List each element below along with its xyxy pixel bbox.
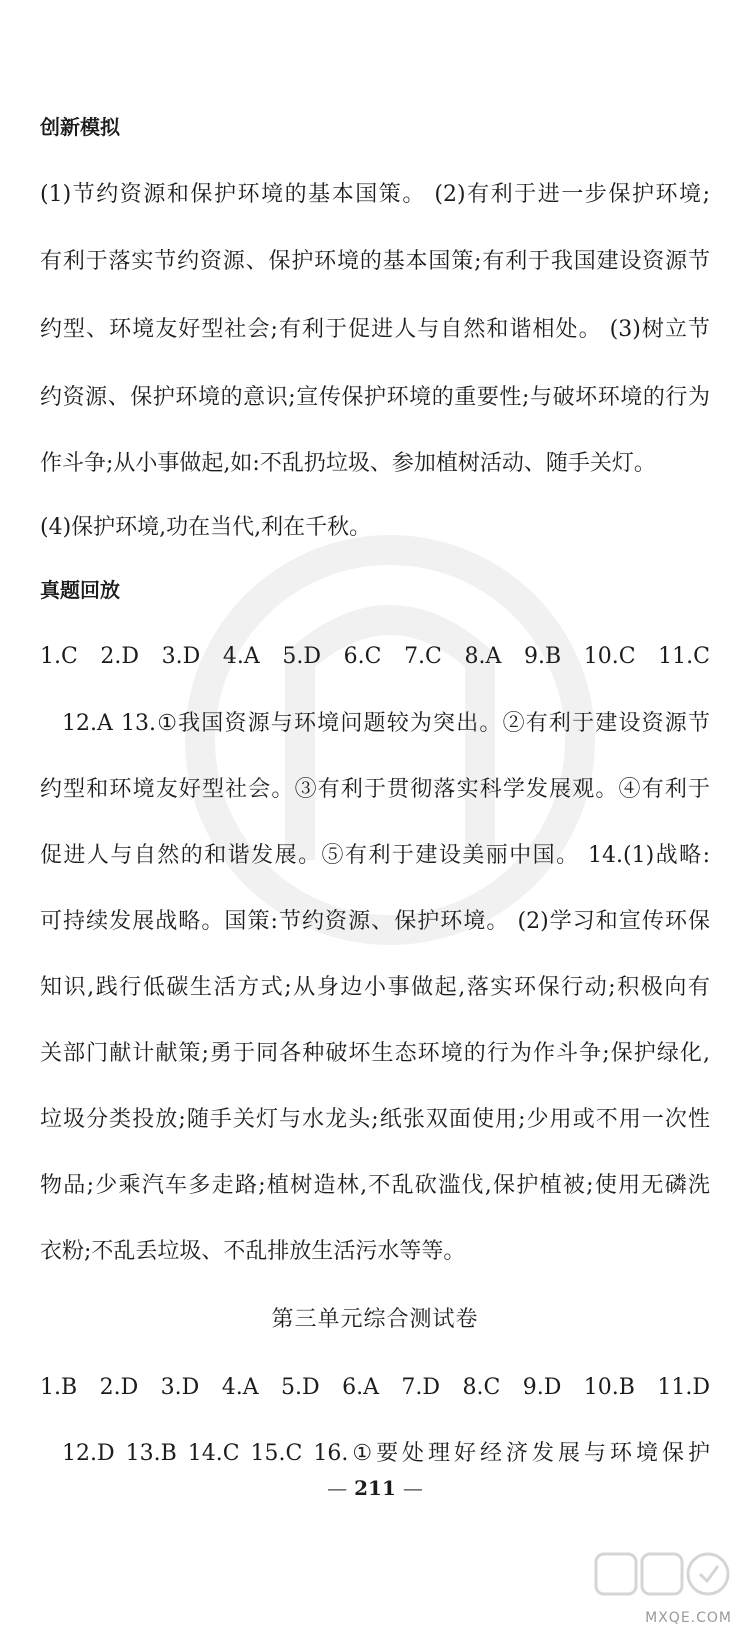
innovation-line-2: 有利于落实节约资源、保护环境的基本国策;有利于我国建设资源节: [40, 249, 710, 274]
innovation-line-3: 约型、环境友好型社会;有利于促进人与自然和谐相处。 (3)树立节: [40, 317, 710, 342]
review-line-3: 约型和环境友好型社会。③有利于贯彻落实科学发展观。④有利于: [40, 777, 710, 802]
page-number: [0, 1476, 750, 1500]
review-heading: 真题回放: [40, 578, 120, 602]
page-number-dash-left: —: [327, 1476, 348, 1500]
innovation-heading: 创新模拟: [40, 115, 120, 139]
review-line-5: 可持续发展战略。国策:节约资源、保护环境。 (2)学习和宣传环保: [40, 909, 710, 934]
review-answers-line-1: 1.C 2.D 3.D 4.A 5.D 6.C 7.C 8.A 9.B 10.C 11.C: [40, 644, 710, 669]
page-number-dash-right: —: [402, 1476, 423, 1500]
review-line-6: 知识,践行低碳生活方式;从身边小事做起,落实环保行动;积极向有: [40, 975, 710, 1000]
unit-answers-line-1: 1.B 2.D 3.D 4.A 5.D 6.A 7.D 8.C 9.D 10.B 11.D: [40, 1375, 710, 1400]
unit-answers-line-2: 12.D 13.B 14.C 15.C 16.①要处理好经济发展与环境保护: [62, 1441, 710, 1466]
innovation-line-4: 约资源、保护环境的意识;宣传保护环境的重要性;与破坏环境的行为: [40, 385, 710, 410]
review-line-10: 衣粉;不乱丢垃圾、不乱排放生活污水等等。: [40, 1239, 466, 1264]
page-number-value: 211: [354, 1476, 396, 1500]
review-line-7: 关部门献计献策;勇于同各种破坏生态环境的行为作斗争;保护绿化,: [40, 1041, 710, 1066]
review-line-4: 促进人与自然的和谐发展。⑤有利于建设美丽中国。 14.(1)战略:: [40, 843, 710, 868]
innovation-line-5: 作斗争;从小事做起,如:不乱扔垃圾、参加植树活动、随手关灯。: [40, 451, 656, 476]
review-line-9: 物品;少乘汽车多走路;植树造林,不乱砍滥伐,保护植被;使用无磷洗: [40, 1173, 710, 1198]
site-logo-watermark-text: MXQE.COM: [645, 1610, 732, 1626]
innovation-line-1: (1)节约资源和保护环境的基本国策。 (2)有利于进一步保护环境;: [40, 182, 710, 207]
innovation-line-6: (4)保护环境,功在当代,利在千秋。: [40, 515, 372, 540]
unit-test-title: 第三单元综合测试卷: [271, 1307, 479, 1332]
review-line-8: 垃圾分类投放;随手关灯与水龙头;纸张双面使用;少用或不用一次性: [40, 1107, 710, 1132]
review-line-2: 12.A 13.①我国资源与环境问题较为突出。②有利于建设资源节: [62, 711, 710, 736]
